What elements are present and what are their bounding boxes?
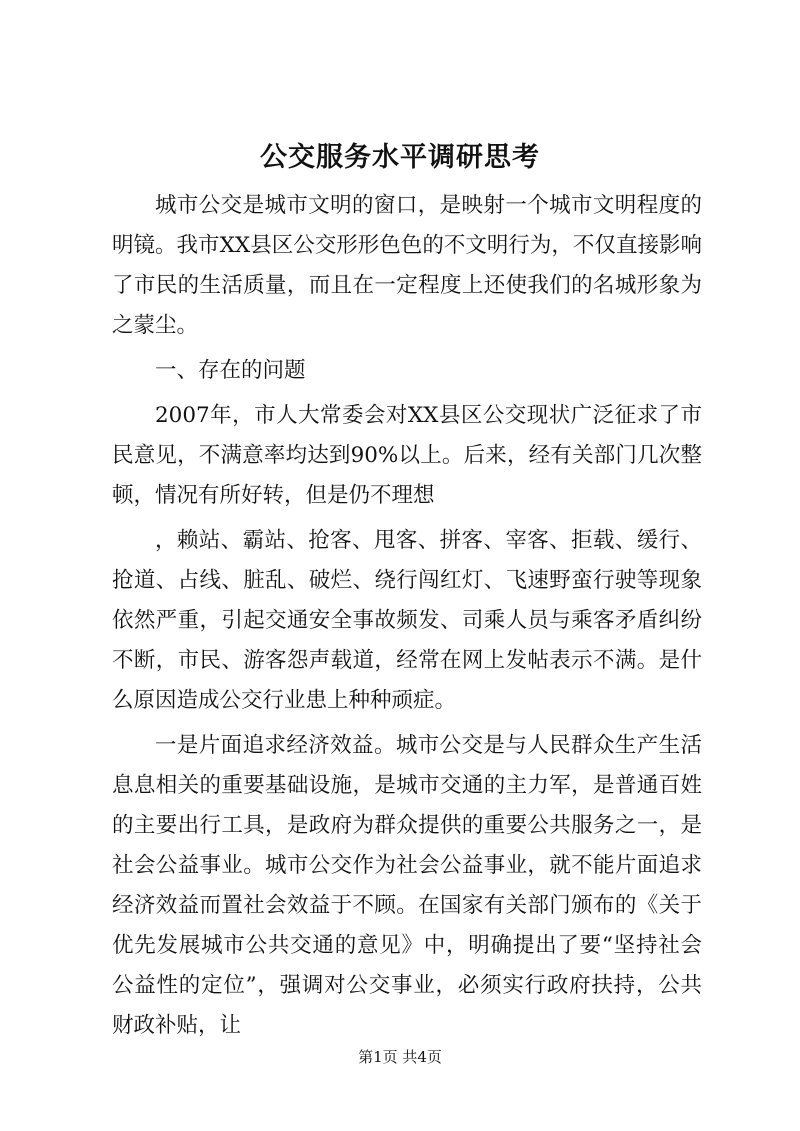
document-body: [112, 186, 702, 1051]
document-title: 公交服务水平调研思考: [260, 142, 540, 173]
page-number-footer: 第1页 共4页: [358, 1048, 442, 1066]
section-heading-problems: 一、存在的问题: [155, 358, 306, 383]
paragraph-economic-benefit: 一是片面追求经济效益。城市公交是与人民群众生产生活息息相关的重要基础设施，是城市交通的主力军，是普通百姓的主要出行工具，是政府为群众提供的重要公共服务之一，是社会公益事业。城市公交作为社会公益事业，就不能片面追求经济效益而置社会效益于不顾。在国家有关部门颁布的《关于优先发展城市公共交通的意见》中，明确提出了要“坚持社会公益性的定位”，强调对公交事业，必须实行政府扶持，公共财政补贴，让: [112, 733, 702, 1038]
paragraph-phenomena: ，赖站、霸站、抢客、甩客、拼客、宰客、拒载、缓行、抢道、占线、脏乱、破烂、绕行闯红灯、飞速野蛮行驶等现象依然严重，引起交通安全事故频发、司乘人员与乘客矛盾纠纷不断，市民、游客怨声载道，经常在网上发帖表示不满。是什么原因造成公交行业患上种种顽症。: [112, 528, 702, 713]
paragraph-survey: 2007年，市人大常委会对XX县区公交现状广泛征求了市民意见，不满意率均达到90%以上。后来，经有关部门几次整顿，情况有所好转，但是仍不理想: [112, 403, 702, 508]
paragraph-intro: 城市公交是城市文明的窗口，是映射一个城市文明程度的明镜。我市XX县区公交形形色色的不文明行为，不仅直接影响了市民的生活质量，而且在一定程度上还使我们的名城形象为之蒙尘。: [112, 193, 702, 338]
